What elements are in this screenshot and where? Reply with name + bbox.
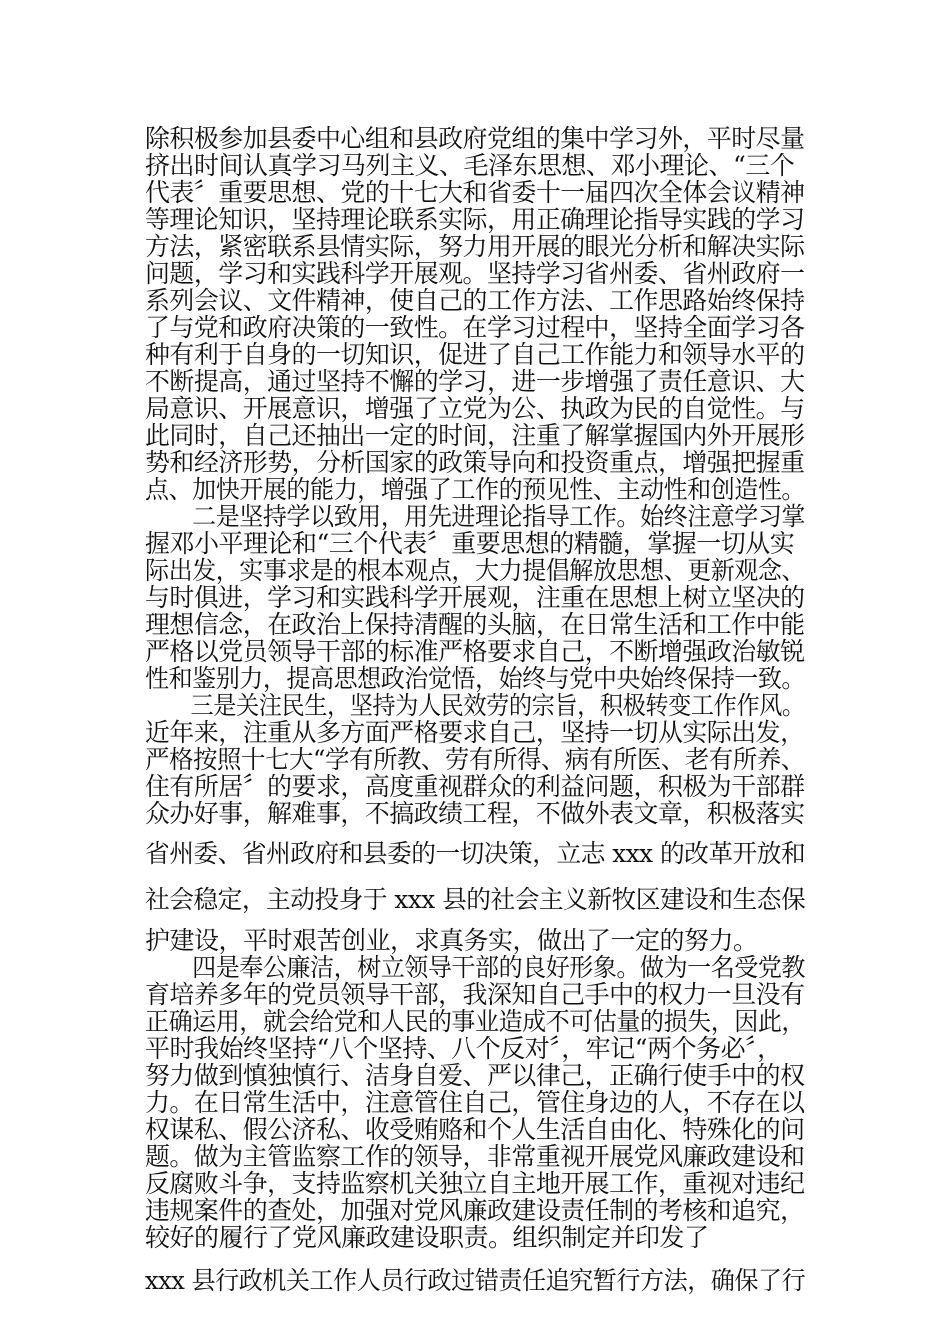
- text-line: 较好的履行了党风廉政建设职责。组织制定并印发了: [145, 1223, 709, 1252]
- text-line: 平时我始终坚持“八个坚持、八个反对〞，牢记“两个务必〞，: [145, 1034, 782, 1063]
- text-line: 除积极参加县委中心组和县政府党组的集中学习外，平时尽量: [145, 124, 805, 153]
- text-line: 系列会议、文件精神，使自己的工作方法、工作思路始终保持: [145, 286, 805, 315]
- text-line: 护建设，平时艰苦创业，求真务实，做出了一定的努力。: [145, 926, 758, 955]
- text-line: 近年来，注重从多方面严格要求自己，坚持一切从实际出发，: [145, 718, 805, 747]
- text-line: 力。在日常生活中，注意管住自己，管住身边的人，不存在以: [145, 1088, 805, 1117]
- text-line: 方法，紧密联系县情实际，努力用开展的眼光分析和解决实际: [145, 232, 805, 261]
- text-line: 四是奉公廉洁，树立领导干部的良好形象。做为一名受党教: [145, 953, 806, 982]
- text-line: 权谋私、假公济私、收受贿赂和个人生活自由化、特殊化的问: [145, 1115, 805, 1144]
- text-line: 正确运用，就会给党和人民的事业造成不可估量的损失，因此，: [145, 1007, 806, 1036]
- text-line: 不断提高，通过坚持不懈的学习，进一步增强了责任意识、大: [145, 367, 805, 396]
- text-line: 际出发，实事求是的根本观点，大力提倡解放思想、更新观念、: [145, 556, 806, 585]
- text-line: 住有所居〞的要求，高度重视群众的利益问题，积极为干部群: [145, 772, 805, 801]
- text-line: xxx 县行政机关工作人员行政过错责任追究暂行方法，确保了行: [145, 1266, 806, 1295]
- text-line: 反腐败斗争，支持监察机关独立自主地开展工作，重视对违纪: [145, 1169, 805, 1198]
- text-line: 种有利于自身的一切知识，促进了自己工作能力和领导水平的: [145, 340, 805, 369]
- text-line: 点、加快开展的能力，增强了工作的预见性、主动性和创造性。: [145, 475, 806, 504]
- text-line: 众办好事，解难事，不搞政绩工程，不做外表文章，积极落实: [145, 799, 805, 828]
- text-line: 问题，学习和实践科学开展观。坚持学习省州委、省州政府一: [145, 259, 805, 288]
- text-line: 等理论知识，坚持理论联系实际，用正确理论指导实践的学习: [145, 205, 805, 234]
- text-line: 握邓小平理论和“三个代表〞重要思想的精髓，掌握一切从实: [145, 529, 795, 558]
- text-line: 育培养多年的党员领导干部，我深知自己手中的权力一旦没有: [145, 980, 805, 1009]
- text-line: 题。做为主管监察工作的领导，非常重视开展党风廉政建设和: [145, 1142, 805, 1171]
- text-line: 严格按照十七大“学有所教、劳有所得、病有所医、老有所养、: [145, 745, 805, 774]
- text-line: 性和鉴别力，提高思想政治觉悟，始终与党中央始终保持一致。: [145, 664, 806, 693]
- text-line: 省州委、省州政府和县委的一切决策，立志 xxx 的改革开放和: [145, 839, 806, 868]
- text-line: 三是关注民生，坚持为人民效劳的宗旨，积极转变工作作风。: [145, 691, 805, 720]
- text-line: 了与党和政府决策的一致性。在学习过程中，坚持全面学习各: [145, 313, 805, 342]
- text-line: 挤出时间认真学习马列主义、毛泽东思想、邓小理论、“三个: [145, 151, 795, 180]
- text-line: 此同时，自己还抽出一定的时间，注重了解掌握国内外开展形: [145, 421, 805, 450]
- text-line: 与时俱进，学习和实践科学开展观，注重在思想上树立坚决的: [145, 583, 805, 612]
- text-line: 理想信念，在政治上保持清醒的头脑，在日常生活和工作中能: [145, 610, 805, 639]
- text-line: 社会稳定，主动投身于 xxx 县的社会主义新牧区建设和生态保: [145, 885, 806, 914]
- text-line: 势和经济形势，分析国家的政策导向和投资重点，增强把握重: [145, 448, 805, 477]
- text-line: 局意识、开展意识，增强了立党为公、执政为民的自觉性。与: [145, 394, 805, 423]
- text-line: 违规案件的查处，加强对党风廉政建设责任制的考核和追究，: [145, 1196, 805, 1225]
- text-line: 严格以党员领导干部的标准严格要求自己，不断增强政治敏锐: [145, 637, 805, 666]
- text-line: 二是坚持学以致用，用先进理论指导工作。始终注意学习掌: [145, 502, 806, 531]
- text-line: 代表〞重要思想、党的十七大和省委十一届四次全体会议精神: [145, 178, 805, 207]
- text-line: 努力做到慎独慎行、洁身自爱、严以律己，正确行使手中的权: [145, 1061, 805, 1090]
